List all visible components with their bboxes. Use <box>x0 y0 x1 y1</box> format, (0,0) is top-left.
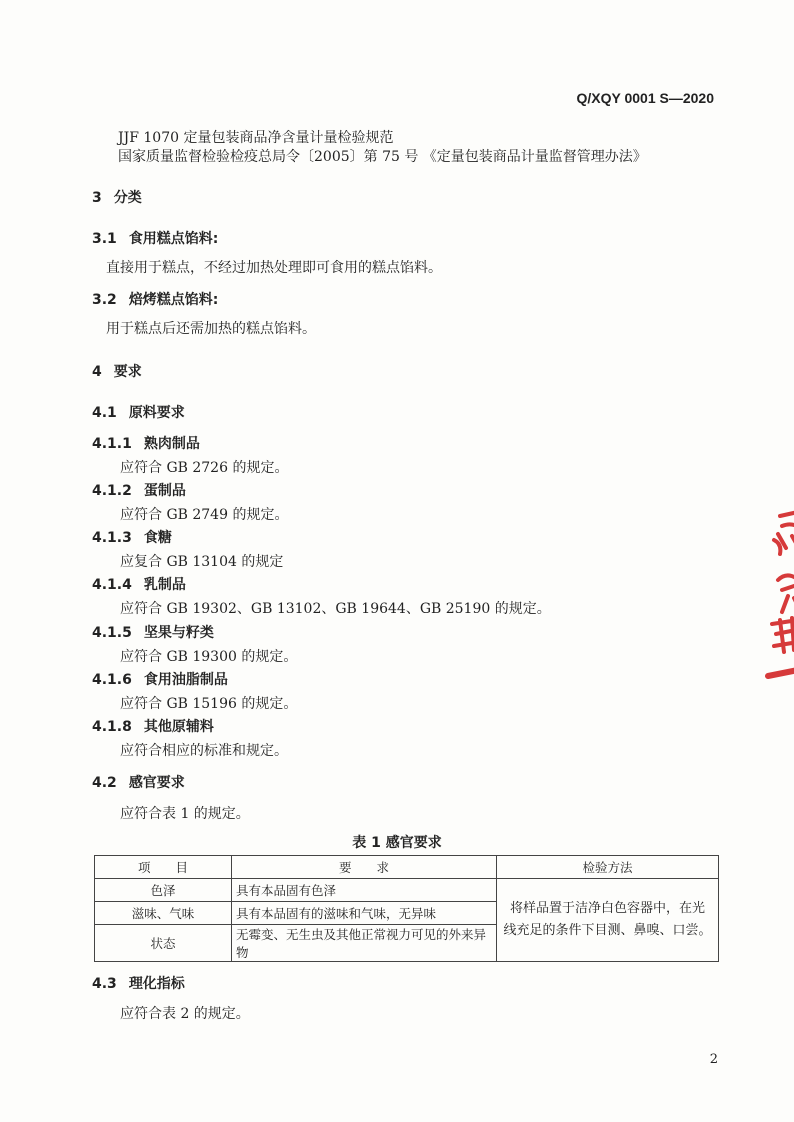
item-title: 其他原辅料 <box>143 719 214 735</box>
inspection-method <box>497 879 719 962</box>
doc-code: Q/XQY 0001 S—2020 <box>576 90 714 106</box>
item-4-1-2-heading <box>92 480 186 500</box>
item-number: 4.1.8 <box>92 719 132 735</box>
method-line-2: 线充足的条件下目测、鼻嗅、口尝。 <box>503 923 712 938</box>
item-title: 蛋制品 <box>143 483 186 499</box>
row-item: 状态 <box>95 925 232 962</box>
item-4-1-1-text: 应符合 GB 2726 的规定。 <box>120 460 289 476</box>
row-requirement: 具有本品固有色泽 <box>232 879 497 902</box>
section-number: 4.2 <box>92 775 117 791</box>
section-number: 3 <box>92 190 102 206</box>
method-line-1: 将样品置于洁净白色容器中，在光 <box>509 901 705 916</box>
section-number: 4.3 <box>92 976 117 992</box>
section-title: 焙烤糕点馅料: <box>128 292 219 308</box>
section-4-2-text: 应符合表 1 的规定。 <box>120 806 250 822</box>
section-number: 4 <box>92 364 102 380</box>
page-number: 2 <box>709 1052 718 1067</box>
section-title: 分类 <box>113 190 142 206</box>
section-number: 3.1 <box>92 231 117 247</box>
section-3-heading <box>92 187 142 207</box>
item-number: 4.1.2 <box>92 483 132 499</box>
section-title: 要求 <box>113 364 142 380</box>
item-title: 坚果与籽类 <box>143 625 214 641</box>
item-4-1-1-heading <box>92 433 200 453</box>
section-title: 感官要求 <box>128 775 185 791</box>
section-title: 原料要求 <box>128 405 185 421</box>
row-item: 滋味、气味 <box>95 902 232 925</box>
section-4-3-text: 应符合表 2 的规定。 <box>120 1006 250 1022</box>
item-title: 乳制品 <box>143 577 186 593</box>
seal-stamp-fragment-icon <box>752 500 794 690</box>
item-4-1-6-text: 应符合 GB 15196 的规定。 <box>120 696 298 712</box>
header-requirement: 要 求 <box>232 856 497 879</box>
item-4-1-3-heading <box>92 527 172 547</box>
section-3-1-heading <box>92 228 218 248</box>
section-title: 理化指标 <box>128 976 185 992</box>
section-number: 3.2 <box>92 292 117 308</box>
item-title: 食糖 <box>143 530 172 546</box>
section-3-1-text: 直接用于糕点，不经过加热处理即可食用的糕点馅料。 <box>106 260 442 276</box>
section-4-1-heading <box>92 402 185 422</box>
item-4-1-2-text: 应符合 GB 2749 的规定。 <box>120 507 289 523</box>
item-number: 4.1.1 <box>92 436 132 452</box>
section-number: 4.1 <box>92 405 117 421</box>
item-4-1-6-heading <box>92 669 228 689</box>
section-3-2-heading <box>92 289 218 309</box>
section-3-2-text: 用于糕点后还需加热的糕点馅料。 <box>106 321 316 337</box>
item-4-1-8-text: 应符合相应的标准和规定。 <box>120 743 288 759</box>
item-title: 食用油脂制品 <box>143 672 228 688</box>
row-item: 色泽 <box>95 879 232 902</box>
section-4-3-heading <box>92 973 185 993</box>
row-requirement: 具有本品固有的滋味和气味，无异味 <box>232 902 497 925</box>
item-title: 熟肉制品 <box>143 436 200 452</box>
table-1-caption: 表 1 感官要求 <box>352 835 442 851</box>
reference-1: JJF 1070 定量包装商品净含量计量检验规范 <box>118 130 394 146</box>
table-row <box>95 879 719 902</box>
item-4-1-8-heading <box>92 716 214 736</box>
reference-2: 国家质量监督检验检疫总局令〔2005〕第 75 号 《定量包装商品计量监督管理办法》 <box>118 149 647 165</box>
item-number: 4.1.5 <box>92 625 132 641</box>
header-method: 检验方法 <box>497 856 719 879</box>
table-header-row <box>95 856 719 879</box>
section-4-heading <box>92 361 142 381</box>
row-requirement: 无霉变、无生虫及其他正常视力可见的外来异物 <box>232 925 497 962</box>
section-title: 食用糕点馅料: <box>128 231 219 247</box>
section-4-2-heading <box>92 772 185 792</box>
item-number: 4.1.6 <box>92 672 132 688</box>
item-4-1-3-text: 应复合 GB 13104 的规定 <box>120 554 284 570</box>
header-item: 项 目 <box>95 856 232 879</box>
item-number: 4.1.3 <box>92 530 132 546</box>
item-4-1-4-heading <box>92 574 186 594</box>
item-4-1-5-text: 应符合 GB 19300 的规定。 <box>120 649 298 665</box>
item-4-1-5-heading <box>92 622 214 642</box>
sensory-requirements-table <box>94 855 719 962</box>
item-number: 4.1.4 <box>92 577 132 593</box>
item-4-1-4-text: 应符合 GB 19302、GB 13102、GB 19644、GB 25190 的规定。 <box>120 601 551 617</box>
